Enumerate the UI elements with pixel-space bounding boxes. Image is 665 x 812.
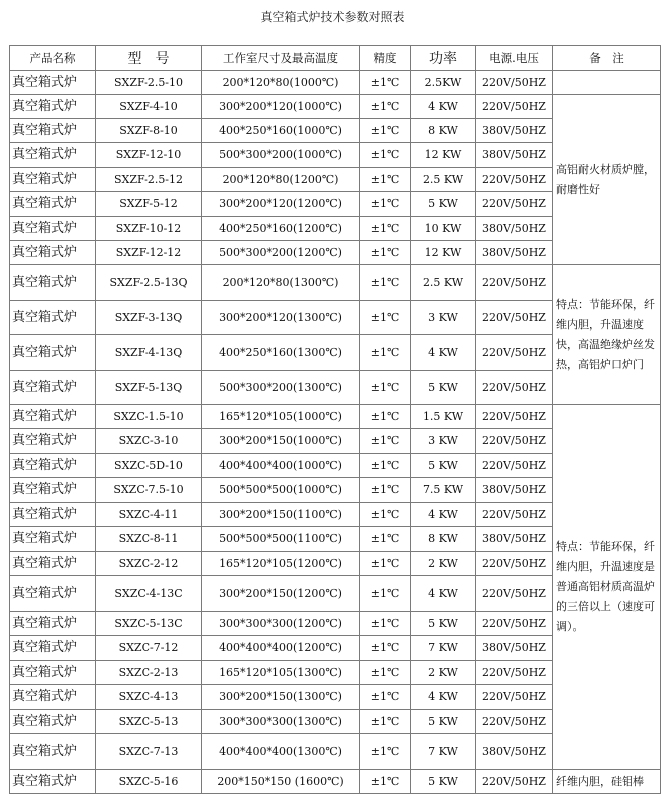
power-cell: 8 KW <box>411 119 476 143</box>
voltage-cell: 380V/50HZ <box>476 636 553 661</box>
voltage-cell: 380V/50HZ <box>476 478 553 503</box>
header-model: 型 号 <box>96 46 202 71</box>
product-name-cell: 真空箱式炉 <box>10 168 96 192</box>
model-cell: SXZF-3-13Q <box>96 301 202 335</box>
power-cell: 2.5 KW <box>411 168 476 192</box>
model-cell: SXZF-4-13Q <box>96 335 202 371</box>
power-cell: 12 KW <box>411 143 476 168</box>
product-name-cell: 真空箱式炉 <box>10 335 96 371</box>
chamber-size-cell: 300*200*120(1000℃) <box>202 95 360 119</box>
chamber-size-cell: 300*200*120(1300℃) <box>202 301 360 335</box>
voltage-cell: 220V/50HZ <box>476 429 553 454</box>
model-cell: SXZF-12-10 <box>96 143 202 168</box>
chamber-size-cell: 300*200*150(1300℃) <box>202 685 360 710</box>
chamber-size-cell: 500*300*200(1300℃) <box>202 371 360 405</box>
power-cell: 7 KW <box>411 636 476 661</box>
accuracy-cell: ±1℃ <box>360 241 411 265</box>
model-cell: SXZF-5-13Q <box>96 371 202 405</box>
power-cell: 5 KW <box>411 371 476 405</box>
model-cell: SXZC-5D-10 <box>96 454 202 478</box>
remarks-cell: 纤维内胆，硅钼棒 <box>553 770 661 794</box>
chamber-size-cell: 400*250*160(1200℃) <box>202 217 360 241</box>
product-name-cell: 真空箱式炉 <box>10 217 96 241</box>
accuracy-cell: ±1℃ <box>360 685 411 710</box>
accuracy-cell: ±1℃ <box>360 168 411 192</box>
power-cell: 4 KW <box>411 335 476 371</box>
power-cell: 7 KW <box>411 734 476 770</box>
voltage-cell: 380V/50HZ <box>476 734 553 770</box>
voltage-cell: 220V/50HZ <box>476 405 553 429</box>
accuracy-cell: ±1℃ <box>360 710 411 734</box>
product-name-cell: 真空箱式炉 <box>10 710 96 734</box>
voltage-cell: 380V/50HZ <box>476 119 553 143</box>
product-name-cell: 真空箱式炉 <box>10 612 96 636</box>
voltage-cell: 220V/50HZ <box>476 770 553 794</box>
chamber-size-cell: 200*150*150 (1600℃) <box>202 770 360 794</box>
model-cell: SXZF-5-12 <box>96 192 202 217</box>
accuracy-cell: ±1℃ <box>360 734 411 770</box>
accuracy-cell: ±1℃ <box>360 217 411 241</box>
chamber-size-cell: 200*120*80(1200℃) <box>202 168 360 192</box>
chamber-size-cell: 400*250*160(1300℃) <box>202 335 360 371</box>
table-row <box>10 770 661 794</box>
accuracy-cell: ±1℃ <box>360 636 411 661</box>
chamber-size-cell: 300*200*150(1000℃) <box>202 429 360 454</box>
power-cell: 10 KW <box>411 217 476 241</box>
accuracy-cell: ±1℃ <box>360 770 411 794</box>
chamber-size-cell: 400*400*400(1200℃) <box>202 636 360 661</box>
product-name-cell: 真空箱式炉 <box>10 478 96 503</box>
model-cell: SXZC-7-13 <box>96 734 202 770</box>
product-name-cell: 真空箱式炉 <box>10 265 96 301</box>
chamber-size-cell: 400*400*400(1000℃) <box>202 454 360 478</box>
chamber-size-cell: 500*300*200(1000℃) <box>202 143 360 168</box>
accuracy-cell: ±1℃ <box>360 405 411 429</box>
power-cell: 5 KW <box>411 612 476 636</box>
table-row <box>10 265 661 301</box>
product-name-cell: 真空箱式炉 <box>10 429 96 454</box>
chamber-size-cell: 165*120*105(1300℃) <box>202 661 360 685</box>
power-cell: 5 KW <box>411 770 476 794</box>
chamber-size-cell: 165*120*105(1000℃) <box>202 405 360 429</box>
accuracy-cell: ±1℃ <box>360 454 411 478</box>
remarks-cell: 特点：节能环保，纤维内胆，升温速度是普通高铝材质高温炉的三倍以上（速度可调）。 <box>553 405 661 770</box>
chamber-size-cell: 300*200*150(1200℃) <box>202 576 360 612</box>
model-cell: SXZC-3-10 <box>96 429 202 454</box>
product-name-cell: 真空箱式炉 <box>10 552 96 576</box>
model-cell: SXZC-2-13 <box>96 661 202 685</box>
accuracy-cell: ±1℃ <box>360 265 411 301</box>
voltage-cell: 220V/50HZ <box>476 503 553 527</box>
power-cell: 7.5 KW <box>411 478 476 503</box>
product-name-cell: 真空箱式炉 <box>10 661 96 685</box>
product-name-cell: 真空箱式炉 <box>10 371 96 405</box>
product-name-cell: 真空箱式炉 <box>10 192 96 217</box>
header-product-name: 产品名称 <box>10 46 96 71</box>
power-cell: 2.5 KW <box>411 265 476 301</box>
accuracy-cell: ±1℃ <box>360 429 411 454</box>
product-name-cell: 真空箱式炉 <box>10 241 96 265</box>
chamber-size-cell: 165*120*105(1200℃) <box>202 552 360 576</box>
page-title: 真空箱式炉技术参数对照表 <box>260 10 405 24</box>
model-cell: SXZF-12-12 <box>96 241 202 265</box>
voltage-cell: 220V/50HZ <box>476 661 553 685</box>
accuracy-cell: ±1℃ <box>360 612 411 636</box>
product-name-cell: 真空箱式炉 <box>10 636 96 661</box>
chamber-size-cell: 400*400*400(1300℃) <box>202 734 360 770</box>
remarks-cell: 特点：节能环保，纤维内胆，升温速度快，高温绝缘炉丝发热，高铝炉口炉门 <box>553 265 661 405</box>
product-name-cell: 真空箱式炉 <box>10 301 96 335</box>
product-name-cell: 真空箱式炉 <box>10 685 96 710</box>
header-voltage: 电源.电压 <box>476 46 553 71</box>
voltage-cell: 220V/50HZ <box>476 71 553 95</box>
voltage-cell: 220V/50HZ <box>476 552 553 576</box>
power-cell: 2.5KW <box>411 71 476 95</box>
product-name-cell: 真空箱式炉 <box>10 734 96 770</box>
accuracy-cell: ±1℃ <box>360 503 411 527</box>
model-cell: SXZC-2-12 <box>96 552 202 576</box>
power-cell: 4 KW <box>411 685 476 710</box>
power-cell: 2 KW <box>411 552 476 576</box>
model-cell: SXZC-4-13 <box>96 685 202 710</box>
power-cell: 3 KW <box>411 301 476 335</box>
accuracy-cell: ±1℃ <box>360 527 411 552</box>
model-cell: SXZC-8-11 <box>96 527 202 552</box>
table-row <box>10 95 661 119</box>
model-cell: SXZC-1.5-10 <box>96 405 202 429</box>
voltage-cell: 220V/50HZ <box>476 685 553 710</box>
model-cell: SXZC-5-16 <box>96 770 202 794</box>
accuracy-cell: ±1℃ <box>360 335 411 371</box>
product-name-cell: 真空箱式炉 <box>10 405 96 429</box>
accuracy-cell: ±1℃ <box>360 95 411 119</box>
power-cell: 5 KW <box>411 192 476 217</box>
product-name-cell: 真空箱式炉 <box>10 527 96 552</box>
chamber-size-cell: 300*200*150(1100℃) <box>202 503 360 527</box>
chamber-size-cell: 500*300*200(1200℃) <box>202 241 360 265</box>
chamber-size-cell: 300*300*300(1200℃) <box>202 612 360 636</box>
voltage-cell: 220V/50HZ <box>476 265 553 301</box>
voltage-cell: 220V/50HZ <box>476 95 553 119</box>
voltage-cell: 220V/50HZ <box>476 335 553 371</box>
product-name-cell: 真空箱式炉 <box>10 95 96 119</box>
voltage-cell: 380V/50HZ <box>476 217 553 241</box>
accuracy-cell: ±1℃ <box>360 192 411 217</box>
accuracy-cell: ±1℃ <box>360 478 411 503</box>
model-cell: SXZF-2.5-13Q <box>96 265 202 301</box>
power-cell: 1.5 KW <box>411 405 476 429</box>
product-name-cell: 真空箱式炉 <box>10 454 96 478</box>
power-cell: 2 KW <box>411 661 476 685</box>
header-power: 功率 <box>411 46 476 71</box>
voltage-cell: 380V/50HZ <box>476 527 553 552</box>
chamber-size-cell: 500*500*500(1100℃) <box>202 527 360 552</box>
model-cell: SXZC-4-13C <box>96 576 202 612</box>
model-cell: SXZF-8-10 <box>96 119 202 143</box>
accuracy-cell: ±1℃ <box>360 71 411 95</box>
power-cell: 8 KW <box>411 527 476 552</box>
remarks-cell-empty <box>553 71 661 95</box>
voltage-cell: 220V/50HZ <box>476 576 553 612</box>
voltage-cell: 220V/50HZ <box>476 612 553 636</box>
accuracy-cell: ±1℃ <box>360 552 411 576</box>
model-cell: SXZC-4-11 <box>96 503 202 527</box>
power-cell: 4 KW <box>411 95 476 119</box>
spec-table <box>9 45 661 794</box>
voltage-cell: 220V/50HZ <box>476 192 553 217</box>
power-cell: 5 KW <box>411 710 476 734</box>
chamber-size-cell: 500*500*500(1000℃) <box>202 478 360 503</box>
product-name-cell: 真空箱式炉 <box>10 71 96 95</box>
voltage-cell: 220V/50HZ <box>476 301 553 335</box>
chamber-size-cell: 200*120*80(1000℃) <box>202 71 360 95</box>
model-cell: SXZC-7-12 <box>96 636 202 661</box>
accuracy-cell: ±1℃ <box>360 143 411 168</box>
model-cell: SXZF-2.5-12 <box>96 168 202 192</box>
remarks-cell: 高铝耐火材质炉膛，耐磨性好 <box>553 95 661 265</box>
power-cell: 4 KW <box>411 576 476 612</box>
table-header-row <box>10 46 661 71</box>
power-cell: 3 KW <box>411 429 476 454</box>
accuracy-cell: ±1℃ <box>360 371 411 405</box>
accuracy-cell: ±1℃ <box>360 661 411 685</box>
power-cell: 4 KW <box>411 503 476 527</box>
header-chamber-size: 工作室尺寸及最高温度 <box>202 46 360 71</box>
table-row <box>10 405 661 429</box>
voltage-cell: 380V/50HZ <box>476 241 553 265</box>
voltage-cell: 220V/50HZ <box>476 710 553 734</box>
product-name-cell: 真空箱式炉 <box>10 119 96 143</box>
model-cell: SXZC-5-13 <box>96 710 202 734</box>
product-name-cell: 真空箱式炉 <box>10 143 96 168</box>
voltage-cell: 220V/50HZ <box>476 454 553 478</box>
accuracy-cell: ±1℃ <box>360 576 411 612</box>
model-cell: SXZF-10-12 <box>96 217 202 241</box>
chamber-size-cell: 400*250*160(1000℃) <box>202 119 360 143</box>
header-accuracy: 精度 <box>360 46 411 71</box>
model-cell: SXZC-7.5-10 <box>96 478 202 503</box>
model-cell: SXZF-2.5-10 <box>96 71 202 95</box>
product-name-cell: 真空箱式炉 <box>10 503 96 527</box>
power-cell: 12 KW <box>411 241 476 265</box>
model-cell: SXZC-5-13C <box>96 612 202 636</box>
accuracy-cell: ±1℃ <box>360 119 411 143</box>
voltage-cell: 220V/50HZ <box>476 371 553 405</box>
accuracy-cell: ±1℃ <box>360 301 411 335</box>
table-body <box>10 71 661 794</box>
table-row <box>10 71 661 95</box>
power-cell: 5 KW <box>411 454 476 478</box>
product-name-cell: 真空箱式炉 <box>10 576 96 612</box>
chamber-size-cell: 200*120*80(1300℃) <box>202 265 360 301</box>
header-remarks: 备 注 <box>553 46 661 71</box>
model-cell: SXZF-4-10 <box>96 95 202 119</box>
chamber-size-cell: 300*200*120(1200℃) <box>202 192 360 217</box>
product-name-cell: 真空箱式炉 <box>10 770 96 794</box>
chamber-size-cell: 300*300*300(1300℃) <box>202 710 360 734</box>
voltage-cell: 380V/50HZ <box>476 143 553 168</box>
voltage-cell: 220V/50HZ <box>476 168 553 192</box>
